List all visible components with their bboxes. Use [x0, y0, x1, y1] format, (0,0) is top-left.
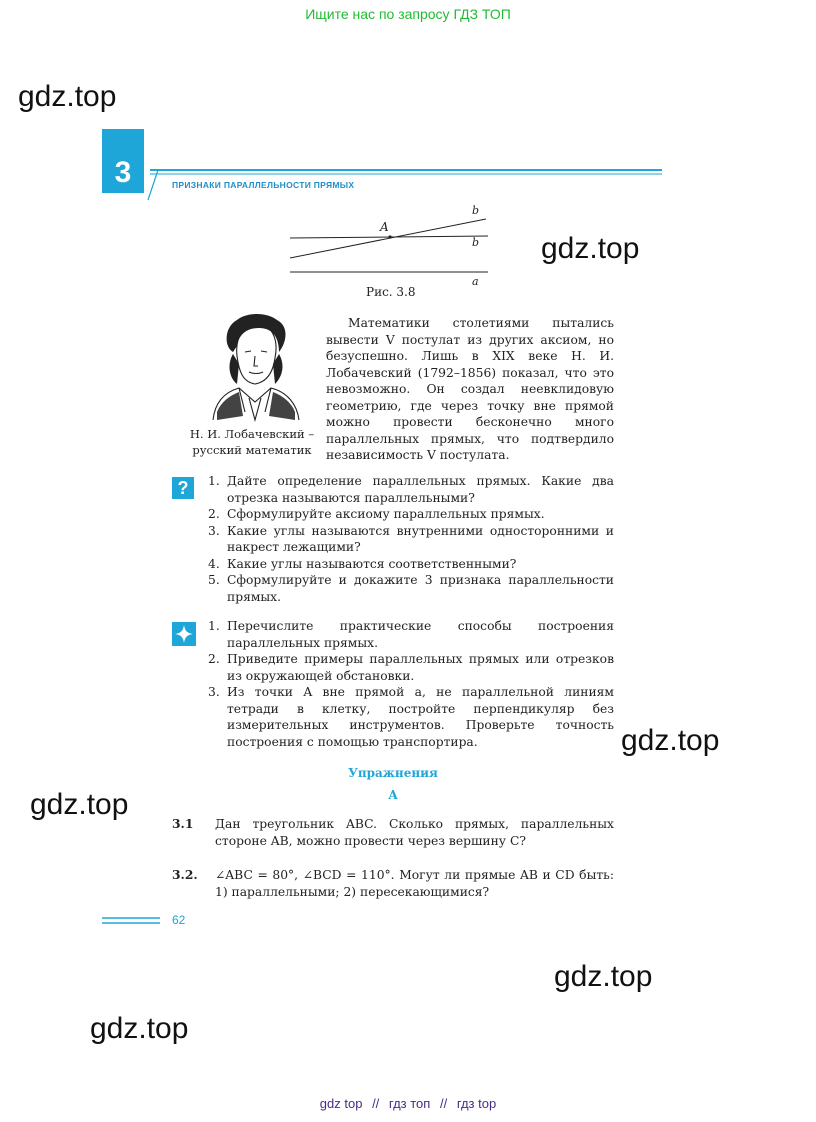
watermark: gdz.top — [90, 1012, 189, 1045]
watermark: gdz.top — [18, 80, 117, 113]
list-item: 2. Сформулируйте аксиому параллельных прямых. — [208, 507, 545, 521]
exercise-item — [172, 816, 614, 852]
portrait-caption-line: русский математик — [192, 443, 312, 457]
chapter-title: ПРИЗНАКИ ПАРАЛЛЕЛЬНОСТИ ПРЯМЫХ — [172, 180, 355, 190]
top-search-link[interactable]: Ищите нас по запросу ГДЗ ТОП — [305, 6, 511, 22]
page-number-rule — [100, 915, 162, 927]
bottom-links — [0, 1096, 816, 1111]
list-item: 1. Перечислите практические способы построения параллельных прямых. — [208, 619, 614, 650]
star-icon — [172, 622, 196, 646]
list-item: 5. Сформулируйте и докажите 3 признака параллельности прямых. — [208, 573, 614, 604]
watermark: gdz.top — [621, 724, 720, 757]
bottom-link[interactable]: гдз топ — [388, 1096, 431, 1111]
list-item: 4. Какие углы называются соответственными? — [208, 556, 517, 571]
watermark: gdz.top — [30, 788, 129, 821]
portrait-image — [203, 312, 307, 422]
exercise-text: ∠ABC = 80°, ∠BCD = 110°. Могут ли прямые AB и CD быть: 1) параллельными; 2) пересекающимися? — [215, 868, 614, 899]
exercise-number: 3.1 — [172, 816, 194, 831]
watermark: gdz.top — [554, 960, 653, 993]
bottom-link[interactable]: gdz top — [319, 1096, 363, 1111]
exercises-heading: Упражнения — [348, 766, 438, 780]
point-a — [388, 235, 391, 238]
figure-3-8 — [280, 200, 500, 292]
link-separator: // — [372, 1096, 380, 1111]
question-icon: ? — [172, 477, 194, 499]
page-number: 62 — [172, 913, 186, 927]
lobachevsky-paragraph — [326, 315, 614, 464]
exercise-text: Дан треугольник ABC. Сколько прямых, параллельных стороне AB, можно провести через вершину C? — [215, 817, 614, 848]
list-item: 3. Из точки A вне прямой a, не параллельной линиям тетради в клетку, постройте перпендикуляр без измерительных инструментов. Проверьте точность построения с помощью транспортира. — [208, 685, 614, 749]
exercise-item — [172, 867, 614, 903]
questions-list — [208, 473, 614, 605]
list-item: 2. Приведите примеры параллельных прямых или отрезков из окружающей обстановки. — [208, 652, 614, 683]
line-label: a — [472, 275, 479, 288]
link-separator: // — [439, 1096, 448, 1111]
bottom-link[interactable]: гдз top — [456, 1096, 497, 1111]
list-item: 3. Какие углы называются внутренними односторонними и накрест лежащими? — [208, 523, 614, 554]
practice-list — [208, 618, 614, 750]
portrait-caption-line: Н. И. Лобачевский – — [189, 427, 315, 441]
line-label: b — [472, 204, 480, 217]
exercise-number: 3.2. — [172, 867, 198, 882]
figure-caption: Рис. 3.8 — [366, 285, 416, 299]
point-label: A — [380, 220, 389, 234]
list-item: 1. Дайте определение параллельных прямых. Какие два отрезка называются параллельными? — [208, 474, 614, 505]
chapter-number: 3 — [114, 156, 132, 189]
watermark: gdz.top — [541, 232, 640, 265]
exercises-level: A — [388, 788, 398, 802]
portrait-caption — [172, 426, 332, 458]
lobachevsky-text: Математики столетиями пытались вывести V постулат из других аксиом, но безуспешно. Лишь в XIX веке Н. И. Лобачевский (1792–1856) показал, что это невозможно. Он создал неевклидовую геометрию, где через точку вне прямой можно провести бесконечно много параллельных прямых, что подтвердило независимость V постулата. — [326, 316, 614, 462]
line-label: b — [472, 236, 480, 249]
